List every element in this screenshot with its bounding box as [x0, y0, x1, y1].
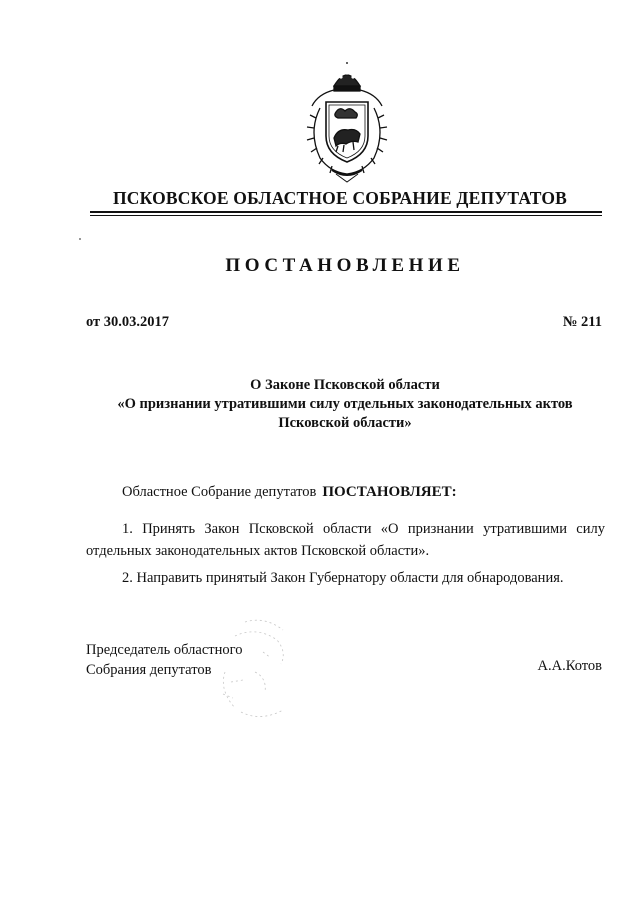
subject-line-2: «О признании утратившими силу отдельных законодательных актов — [117, 396, 573, 412]
signatory-position-line-2: Собрания депутатов — [86, 662, 212, 678]
header-rule-thick — [90, 211, 602, 213]
subject-line-1: О Законе Псковской области — [250, 377, 440, 393]
resolve-intro: Областное Собрание депутатов — [122, 484, 317, 500]
coat-of-arms-emblem — [298, 62, 396, 184]
document-date: от 30.03.2017 — [86, 314, 170, 330]
item-1-line-1: 1. Принять Закон Псковской области «О признании утратившими силу — [122, 521, 605, 537]
resolve-keyword: ПОСТАНОВЛЯЕТ: — [322, 484, 457, 500]
document-type-heading: ПОСТАНОВЛЕНИЕ — [225, 255, 465, 276]
subject-line-3: Псковской области» — [278, 415, 412, 431]
item-1-line-2: отдельных законодательных актов Псковской области». — [86, 543, 430, 559]
organization-title: ПСКОВСКОЕ ОБЛАСТНОЕ СОБРАНИЕ ДЕПУТАТОВ — [112, 188, 568, 208]
resolution-item-2: 2. Направить принятый Закон Губернатору области для обнародования. — [122, 570, 564, 586]
document-number: № 211 — [562, 314, 602, 330]
signatory-name: А.А.Котов — [537, 658, 602, 674]
signatory-position-line-1: Председатель областного — [86, 642, 243, 658]
scan-speck — [79, 238, 81, 240]
header-rule-thin — [90, 215, 602, 216]
faint-seal-mark — [205, 612, 305, 730]
resolution-item-1 — [86, 518, 605, 562]
document-subject — [0, 376, 640, 433]
resolve-paragraph — [122, 484, 457, 501]
